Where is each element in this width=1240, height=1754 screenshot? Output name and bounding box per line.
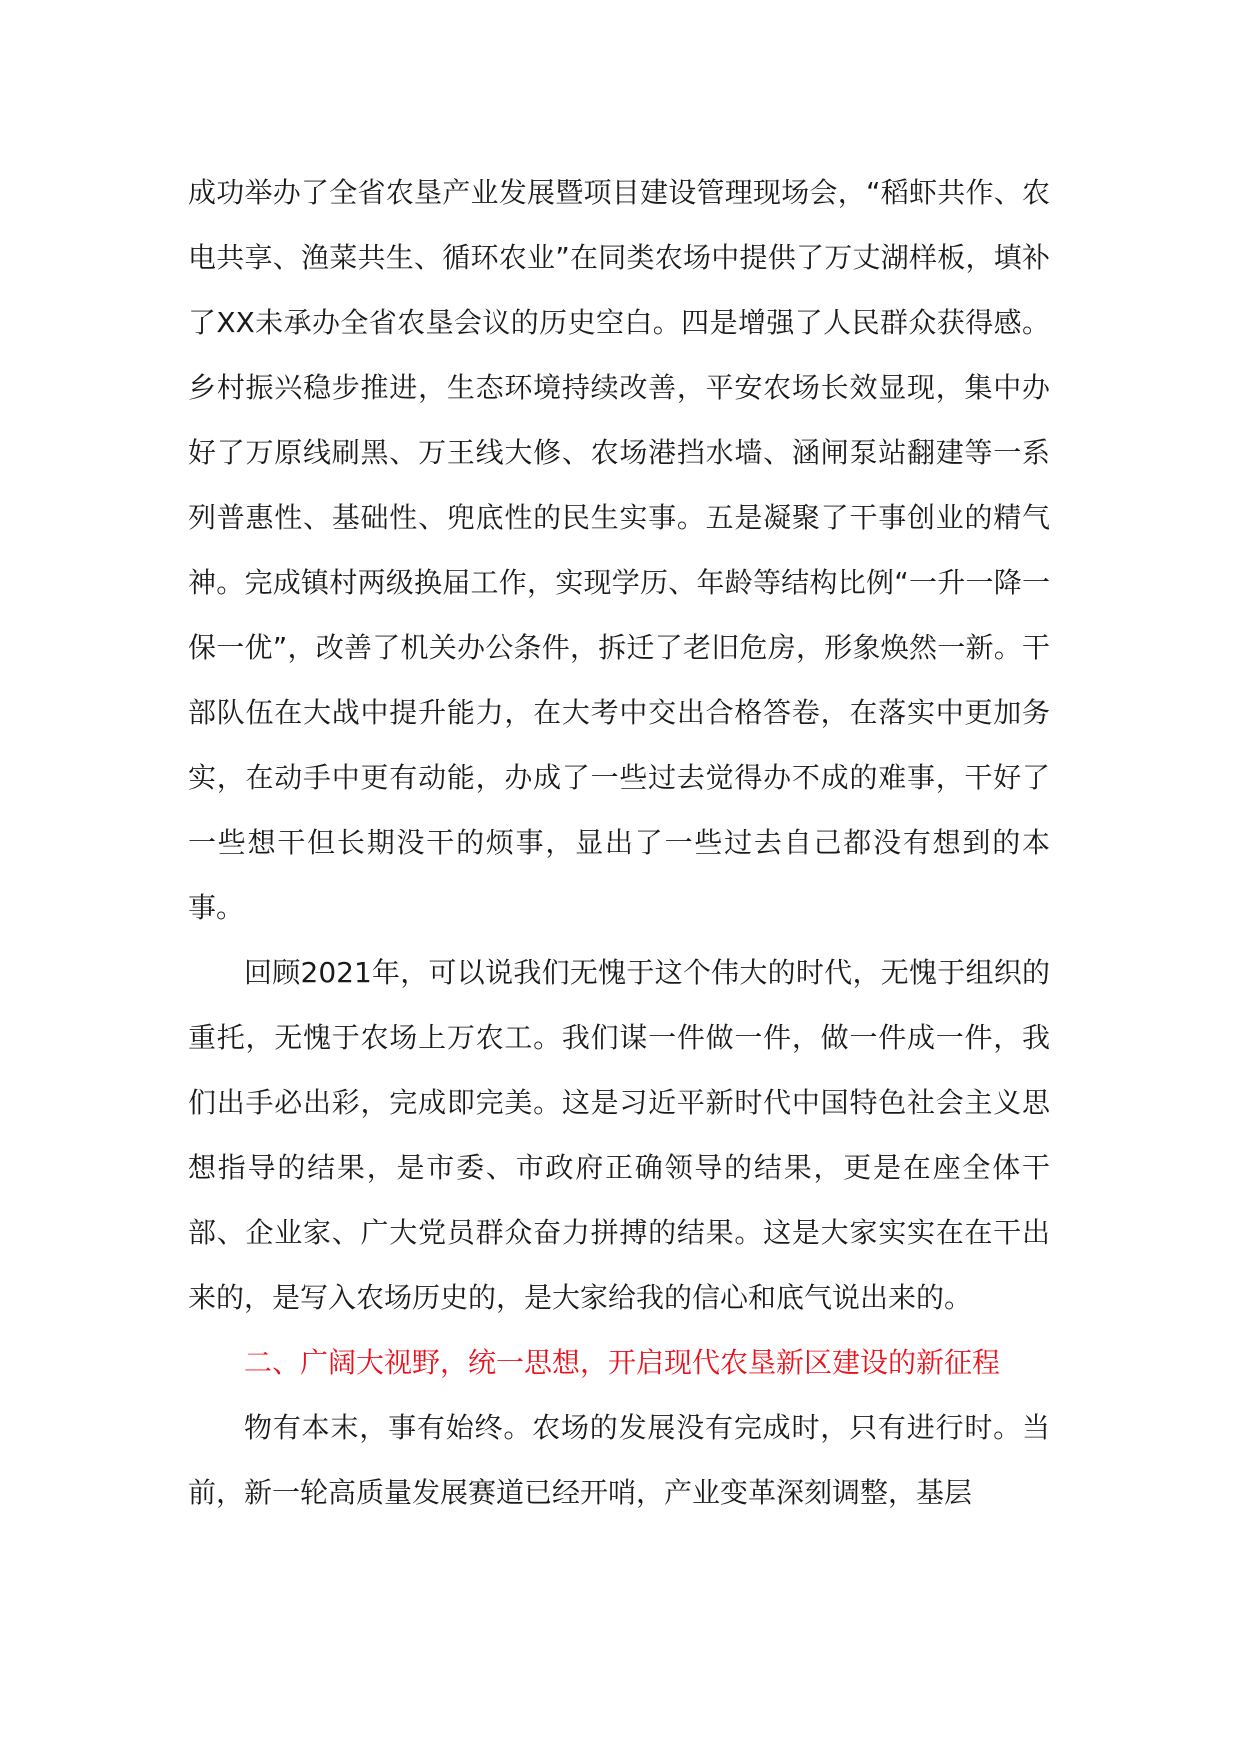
paragraph-new-journey: 物有本末，事有始终。农场的发展没有完成时，只有进行时。当前，新一轮高质量发展赛道已经开哨，产业变革深刻调整，基层	[188, 1411, 1050, 1509]
section-heading: 二、广阔大视野，统一思想，开启现代农垦新区建设的新征程	[244, 1346, 1001, 1379]
paragraph-achievements: 成功举办了全省农垦产业发展暨项目建设管理现场会，“稻虾共作、农电共享、渔菜共生、循环农业”在同类农场中提供了万丈湖样板，填补了XX未承办全省农垦会议的历史空白。四是增强了人民群众获得感。乡村振兴稳步推进，生态环境持续改善，平安农场长效显现，集中办好了万原线刷黑、万王线大修、农场港挡水墙、涵闸泵站翻建等一系列普惠性、基础性、兜底性的民生实事。五是凝聚了干事创业的精气神。完成镇村两级换届工作，实现学历、年龄等结构比例“一升一降一保一优”，改善了机关办公条件，拆迁了老旧危房，形象焕然一新。干部队伍在大战中提升能力，在大考中交出合格答卷，在落实中更加务实，在动手中更有动能，办成了一些过去觉得办不成的难事，干好了一些想干但长期没干的烦事，显出了一些过去自己都没有想到的本事。	[188, 176, 1050, 924]
paragraph-review-2021: 回顾2021年，可以说我们无愧于这个伟大的时代，无愧于组织的重托，无愧于农场上万农工。我们谋一件做一件，做一件成一件，我们出手必出彩，完成即完美。这是习近平新时代中国特色社会主义思想指导的结果，是市委、市政府正确领导的结果，更是在座全体干部、企业家、广大党员群众奋力拼搏的结果。这是大家实实在在干出来的，是写入农场历史的，是大家给我的信心和底气说出来的。	[188, 956, 1050, 1314]
document-page	[188, 160, 1050, 1525]
